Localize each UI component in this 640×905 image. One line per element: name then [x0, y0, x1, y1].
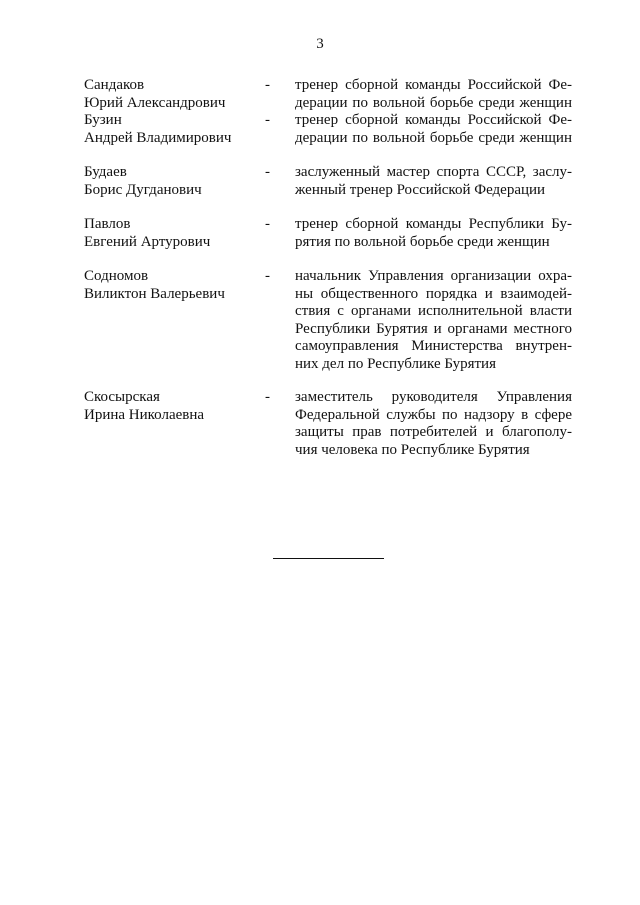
position-line: самоуправления Министерства внутрен- — [295, 338, 572, 354]
member-position — [295, 216, 572, 251]
member-given-names: Евгений Артурович — [84, 233, 211, 250]
separator-dash: - — [265, 216, 270, 232]
position-line: Республики Бурятия и органами местного — [295, 320, 572, 337]
position-line: чия человека по Республике Бурятия — [295, 441, 530, 458]
position-line: тренер сборной команды Российской Фе- — [295, 77, 572, 93]
separator-dash: - — [265, 77, 270, 93]
page-number: 3 — [316, 36, 324, 52]
position-line: защиты прав потребителей и благополу- — [295, 424, 572, 440]
closing-rule — [273, 558, 384, 559]
position-line: заместитель руководителя Управления — [295, 389, 572, 405]
member-surname: Бузин — [84, 112, 122, 128]
member-name — [84, 389, 264, 424]
member-surname: Скосырская — [84, 389, 160, 405]
member-position — [295, 389, 572, 459]
member-name — [84, 77, 264, 112]
position-line: них дел по Республике Бурятия — [295, 355, 496, 372]
member-surname: Сандаков — [84, 77, 145, 93]
member-given-names: Ирина Николаевна — [84, 406, 205, 423]
member-name — [84, 216, 264, 251]
separator-dash: - — [265, 389, 270, 405]
member-position — [295, 164, 572, 199]
position-line: тренер сборной команды Российской Фе- — [295, 112, 572, 128]
member-given-names: Юрий Александрович — [84, 94, 226, 111]
member-position — [295, 112, 572, 147]
position-line: дерации по вольной борьбе среди женщин — [295, 94, 572, 111]
member-given-names: Андрей Владимирович — [84, 129, 232, 146]
member-position — [295, 268, 572, 373]
separator-dash: - — [265, 268, 270, 284]
member-given-names: Виликтон Валерьевич — [84, 285, 225, 302]
position-line: заслуженный мастер спорта СССР, заслу- — [295, 164, 572, 180]
member-surname: Будаев — [84, 164, 127, 180]
member-position — [295, 77, 572, 112]
position-line: дерации по вольной борьбе среди женщин — [295, 129, 572, 146]
member-given-names: Борис Дугданович — [84, 181, 202, 198]
position-line: женный тренер Российской Федерации — [295, 181, 546, 198]
member-name — [84, 164, 264, 199]
position-line: рятия по вольной борьбе среди женщин — [295, 233, 550, 250]
position-line: ны общественного порядка и взаимодей- — [295, 285, 572, 302]
position-line: ствия с органами исполнительной власти — [295, 303, 572, 319]
member-surname: Павлов — [84, 216, 131, 232]
position-line: Федеральной службы по надзору в сфере — [295, 406, 572, 423]
position-line: тренер сборной команды Республики Бу- — [295, 216, 572, 232]
member-name — [84, 268, 264, 303]
position-line: начальник Управления организации охра- — [295, 268, 572, 284]
separator-dash: - — [265, 112, 270, 128]
member-name — [84, 112, 264, 147]
member-surname: Содномов — [84, 268, 149, 284]
separator-dash: - — [265, 164, 270, 180]
